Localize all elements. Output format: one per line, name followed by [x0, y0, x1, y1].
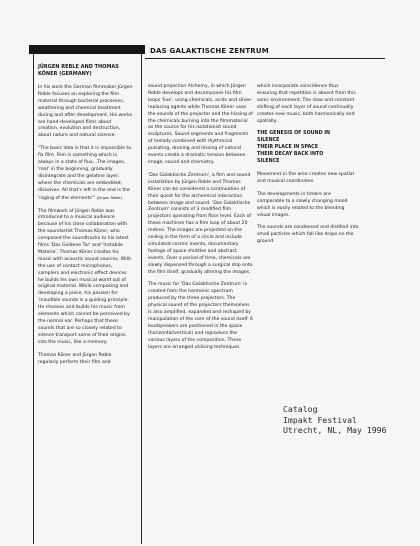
catalog-note — [283, 404, 387, 436]
heading-line: SILENCE — [257, 159, 280, 165]
quote-signature: (Jürgen Reble) — [96, 195, 123, 200]
heading-line: THEIR PLACE IN SPACE — [257, 145, 318, 151]
authors-heading — [38, 64, 133, 78]
column-3 — [257, 84, 359, 252]
quote-text: "The basic idea is that it is impossible to fix film. Film is something which is always in a state of flux...The images, 'real' in the beginning, gradually disintegrate and the gelatine layer, where the chemicals are embedded, dissolves. All that's left in the end is the 'raging of the elements'" — [38, 146, 132, 201]
paragraph: which incorporate coincidence thus ensuring that repetition is absent from this sonic environment. The slow and constant shifting of each layer of sound continually creates new music, both harmonically and spatially. — [257, 84, 356, 124]
paragraph: Movement in the area creates new spatial and musical coordinates. — [257, 171, 354, 184]
paragraph: In his work the German filmmaker Jürgen Reble focuses on exploring the film material through bacterial processes, weathering and chemical treatment during and after development. His works are hand-developed films about creation, evolution and destruction, about nature and natural science. — [38, 85, 133, 139]
paragraph: Thomas Köner and Jürgen Reble regularly perform their film and — [38, 352, 112, 365]
title-underline — [145, 58, 385, 59]
quote-paragraph — [38, 146, 133, 202]
paragraph: The developments in timbre are comparable to a slowly changing mood which is easily related to the blending visual images. — [257, 191, 348, 218]
column-divider-rule — [141, 54, 142, 544]
paragraph: 'Das Galaktische Zentrum', a film and sound installation by Jürgen Reble and Thomas Köner can be considered a continuation of their quest for the alchemical interaction between image and sound. 'Das Galaktische Zentrum' consists of 3 modified film projectors operating from floor level. Each of these machines has a film loop of about 20 metres. The images are projected on the ceiling in the form of a circle and include simulated cosmic events, documentary footage of space shuttles and abstract events. Over a period of time, chemicals are slowly dispensed through a surgical drip onto the film itself, gradually altering the images. — [148, 172, 253, 275]
catalog-line: Impakt Festival — [283, 414, 357, 425]
document-title: DAS GALAKTISCHE ZENTRUM — [150, 47, 269, 55]
catalog-line: Utrecht, NL, May 1996 — [283, 425, 387, 435]
column-2 — [148, 84, 253, 358]
heading-line: THEIR DECAY BACK INTO — [257, 152, 324, 158]
paragraph: The music for 'Das Galaktische Zentrum' is created from the harmonic spectrum produced by the three projectors. The physical sound of the projectors themselves is also amplified, expanded and reshaped by manipulation of the core of the sound itself. 6 loudspeakers are positioned in the space (horizontal/vertical) and reproduce the various layers of the composition. These layers are arranged utilising techniques — [148, 282, 253, 350]
heading-line: THE GENESIS OF SOUND IN — [257, 131, 331, 137]
authors-line: KÖNER (GERMANY) — [38, 71, 92, 77]
catalog-line: Catalog — [283, 404, 318, 414]
authors-line: JÜRGEN REBLE AND THOMAS — [38, 64, 119, 70]
section-heading — [257, 131, 359, 166]
heading-line: SILENCE — [257, 138, 280, 144]
paragraph: The filmwork of Jürgen Reble was introduced to a musical audience because of his close collaboration with the soundartist Thomas Köner, who composed the soundtracks to his latest films 'Das Goldene Tor' and 'Instabile Materie'. Thomas Köner creates his music with acoustic sound sources. With the use of contact microphones, samplers and electronic effect devices he builds his own musical world out of original material. While composing and developing a piece, his passion for 'inaudible sounds is a guiding principle. He chooses and builds his music from elements which cannot be perceived by the normal ear. Perhaps that these sounds that are so closely related to silence transport some of their origins into the music, like a memory. — [38, 208, 132, 345]
paragraph: sound projection Alchemy, in which Jürgen Reble develops and decomposes his film loops 'live', using chemicals, acids and silver-replacing agents while Thomas Köner uses the sounds of the projector and the hissing of the chemicals burning into the filmmaterial as the source for his isolationist sound sculptures. Sound segments and fragments of melody combined with rhythmical pulsating, droning and hissing of natural events create a dramatic tension between image, sound and chemistry. — [148, 84, 253, 165]
column-1 — [38, 64, 133, 372]
paragraph: The sounds are condensed and distilled into small particles which fall like drops on the ground. — [257, 225, 359, 245]
left-margin-rule — [33, 54, 34, 544]
